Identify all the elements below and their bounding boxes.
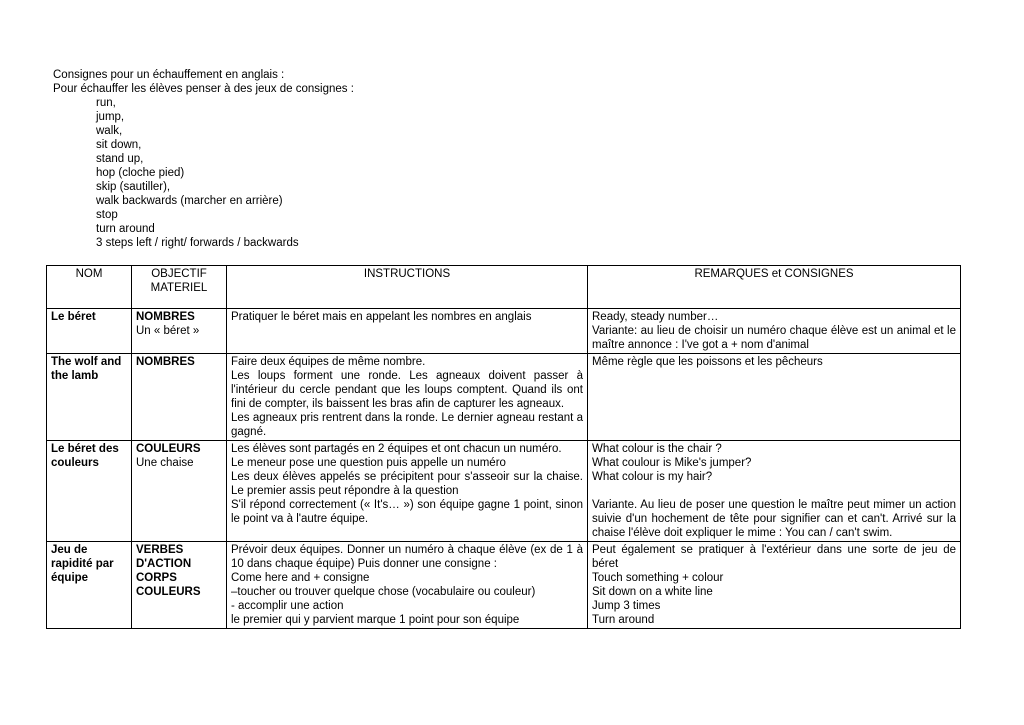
cell-objectif <box>132 309 227 354</box>
materiel-text: Un « béret » <box>136 325 200 337</box>
list-item: walk, <box>96 125 123 137</box>
cell-instructions <box>227 309 588 354</box>
materiel-text: Une chaise <box>136 457 194 469</box>
header-objectif <box>132 266 227 309</box>
remarque-line: What colour is my hair? <box>592 471 713 483</box>
intro-section <box>53 68 354 250</box>
cell-objectif <box>132 354 227 441</box>
list-item: hop (cloche pied) <box>96 167 185 179</box>
cell-objectif <box>132 542 227 629</box>
list-item: jump, <box>96 111 125 123</box>
instruction-line: le premier qui y parvient marque 1 point pour son équipe <box>231 614 520 626</box>
cell-nom: Jeu de rapidité par équipe <box>47 542 132 629</box>
header-nom: NOM <box>47 266 132 309</box>
objectif-text: NOMBRES <box>136 356 195 368</box>
list-item: turn around <box>96 223 155 235</box>
cell-nom: Le béret <box>47 309 132 354</box>
remarque-line: Même règle que les poissons et les pêcheurs <box>592 356 823 368</box>
instruction-line: Le meneur pose une question puis appelle un numéro <box>231 457 506 469</box>
table-body <box>47 309 961 629</box>
remarque-line: Touch something + colour <box>592 572 724 584</box>
table-row <box>47 354 961 441</box>
instruction-line: Faire deux équipes de même nombre. <box>231 356 426 368</box>
table-header-row <box>47 266 961 309</box>
cell-instructions <box>227 441 588 542</box>
header-instructions: INSTRUCTIONS <box>227 266 588 309</box>
remarque-line: What colour is the chair ? <box>592 443 722 455</box>
instruction-line: S'il répond correctement (« It's… ») son équipe gagne 1 point, sinon le point va à l'autre équipe. <box>231 499 583 525</box>
instruction-line: Les agneaux pris rentrent dans la ronde. Le dernier agneau restant a gagné. <box>231 412 583 438</box>
remarque-line: Ready, steady number… <box>592 311 719 323</box>
instruction-line: Les loups forment une ronde. Les agneaux doivent passer à l'intérieur du cercle pendant que les loups comptent. Quand ils ont fini de compter, ils baissent les bras afin de capturer les agneaux. <box>231 370 583 410</box>
instruction-line: Pratiquer le béret mais en appelant les nombres en anglais <box>231 311 532 323</box>
list-item: walk backwards (marcher en arrière) <box>96 195 283 207</box>
remarque-line: Turn around <box>592 614 655 626</box>
cell-remarques <box>588 309 961 354</box>
remarque-line: What coulour is Mike's jumper? <box>592 457 752 469</box>
header-remarques: REMARQUES et CONSIGNES <box>588 266 961 309</box>
instruction-line: Come here and + consigne <box>231 572 370 584</box>
remarque-line <box>592 484 956 498</box>
objectif-text: COULEURS <box>136 586 201 598</box>
instruction-line: Les deux élèves appelés se précipitent pour s'asseoir sur la chaise. Le premier assis peut répondre à la question <box>231 471 583 497</box>
instruction-line: Prévoir deux équipes. Donner un numéro à chaque élève (ex de 1 à 10 dans chaque équipe) Puis donner une consigne : <box>231 544 583 570</box>
cell-instructions <box>227 354 588 441</box>
list-item: sit down, <box>96 139 142 151</box>
objectif-text: VERBES D'ACTION <box>136 544 192 570</box>
intro-title: Consignes pour un échauffement en anglais : <box>53 69 285 81</box>
cell-remarques <box>588 354 961 441</box>
activities-table <box>46 265 961 629</box>
remarque-line: Peut également se pratiquer à l'extérieur dans une sorte de jeu de béret <box>592 544 956 570</box>
cell-objectif <box>132 441 227 542</box>
intro-subtitle: Pour échauffer les élèves penser à des jeux de consignes : <box>53 83 354 95</box>
cell-nom: Le béret des couleurs <box>47 441 132 542</box>
cell-remarques <box>588 441 961 542</box>
cell-remarques <box>588 542 961 629</box>
instruction-list <box>53 96 354 250</box>
remarque-line: Jump 3 times <box>592 600 661 612</box>
list-item: skip (sautiller), <box>96 181 171 193</box>
remarque-line: Sit down on a white line <box>592 586 713 598</box>
table-row <box>47 309 961 354</box>
instruction-line: Les élèves sont partagés en 2 équipes et ont chacun un numéro. <box>231 443 562 455</box>
list-item: stop <box>96 209 118 221</box>
list-item: stand up, <box>96 153 144 165</box>
objectif-text: CORPS <box>136 572 177 584</box>
list-item: run, <box>96 97 116 109</box>
objectif-text: NOMBRES <box>136 311 195 323</box>
list-item: 3 steps left / right/ forwards / backwards <box>96 237 299 249</box>
table-row <box>47 542 961 629</box>
remarque-line: Variante. Au lieu de poser une question le maître peut mimer un action suivie d'un hochement de tête pour signifier can et can't. Arrivé sur la chaise l'élève doit expliquer le mime : You can / can't swim. <box>592 499 956 539</box>
remarque-line: Variante: au lieu de choisir un numéro chaque élève est un animal et le maître annonce : I've got a + nom d'animal <box>592 325 956 351</box>
objectif-text: COULEURS <box>136 443 201 455</box>
header-materiel-label: MATERIEL <box>150 282 208 294</box>
cell-nom: The wolf and the lamb <box>47 354 132 441</box>
instruction-line: - accomplir une action <box>231 600 344 612</box>
cell-instructions <box>227 542 588 629</box>
table-row <box>47 441 961 542</box>
instruction-line: –toucher ou trouver quelque chose (vocabulaire ou couleur) <box>231 586 536 598</box>
header-objectif-label: OBJECTIF <box>151 268 207 280</box>
